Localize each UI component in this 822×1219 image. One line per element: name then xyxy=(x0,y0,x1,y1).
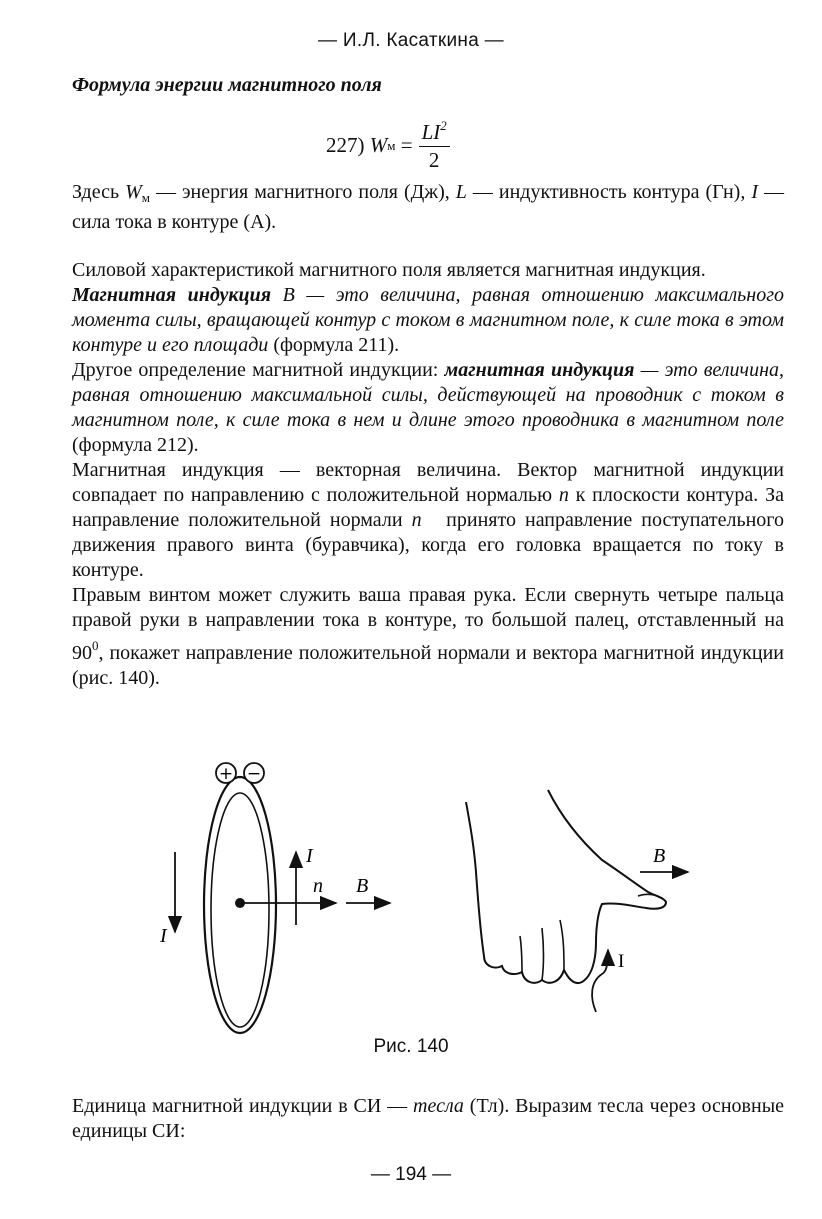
label-B-hand: B⃗ xyxy=(653,845,681,867)
paragraph-right-hand-rule: Правым винтом может служить ваша правая рука. Если свернуть четыре пальца правой руки в направлении тока в контуре, то большой палец, отставленный на $90^0$, покажет направление положительной нормали и вектора магнитной индукции (рис. 140). xyxy=(72,584,784,689)
formula-fraction xyxy=(419,118,450,173)
formula-numerator: LI xyxy=(421,120,441,144)
label-I-hand: I xyxy=(618,951,625,972)
formula-denominator: 2 xyxy=(428,148,440,172)
page-number: — 194 — xyxy=(370,1164,452,1185)
label-n: n⃗ xyxy=(313,875,339,897)
formula-numerator-sup: 2 xyxy=(440,118,447,133)
paragraph-induction-definition-1: Магнитная индукция B — это величина, равная отношению максимального момента силы, вращающей контур с током в магнитном поле, к силе тока в этом контуре и его площади (формула 211). xyxy=(72,284,784,356)
current-loop-diagram xyxy=(159,763,390,1033)
formula-lhs: W xyxy=(369,133,388,157)
right-hand-diagram xyxy=(466,790,688,1012)
running-header: — И.Л. Касаткина — xyxy=(318,30,504,51)
label-I-left: I xyxy=(160,925,167,947)
svg-text:+: + xyxy=(218,764,234,784)
formula-lhs-sub: м xyxy=(387,137,396,153)
hand-finger-lines xyxy=(520,920,564,980)
figure-140 xyxy=(150,760,710,1050)
formula-227: 227) W м = $\frac{LI^2}{2}$ xyxy=(326,118,450,173)
section-title: Формула энергии магнитного поля xyxy=(72,74,382,96)
loop-inner xyxy=(211,793,269,1027)
paragraph-induction-definition-2: Другое определение магнитной индукции: магнитная индукция — это величина, равная отношению максимальной силы, действующей на проводник с током в магнитном поле, к силе тока в нем и длине этого проводника в магнитном поле (формула 212). xyxy=(72,359,784,456)
paragraph-vector-direction: Магнитная индукция — векторная величина. Вектор магнитной индукции совпадает по направлению с положительной нормалью n к плоскости контура. За направление положительной нормали n⃗ принято направление поступательного движения правого винта (буравчика), когда его головка вращается по току в контуре. xyxy=(72,459,785,581)
paragraph-tesla-unit: Единица магнитной индукции в СИ — тесла (Тл). Выразим тесла через основные единицы СИ: xyxy=(72,1095,785,1142)
figure-caption: Рис. 140 xyxy=(373,1036,449,1057)
paragraph-formula-explanation: Здесь $W_м$ — энергия магнитного поля (Дж), L — индуктивность контура (Гн), I — сила тока в контуре (А). xyxy=(72,181,784,233)
formula-number: 227) xyxy=(326,133,365,157)
paragraph-force-characteristic: Силовой характеристикой магнитного поля является магнитная индукция. xyxy=(72,259,706,281)
label-B-left: B⃗ xyxy=(356,875,384,897)
hand-outline xyxy=(466,790,666,983)
label-I-mid: I xyxy=(306,845,313,867)
body-text xyxy=(72,258,784,691)
svg-text:−: − xyxy=(246,764,262,784)
thumb-nail xyxy=(638,894,666,902)
